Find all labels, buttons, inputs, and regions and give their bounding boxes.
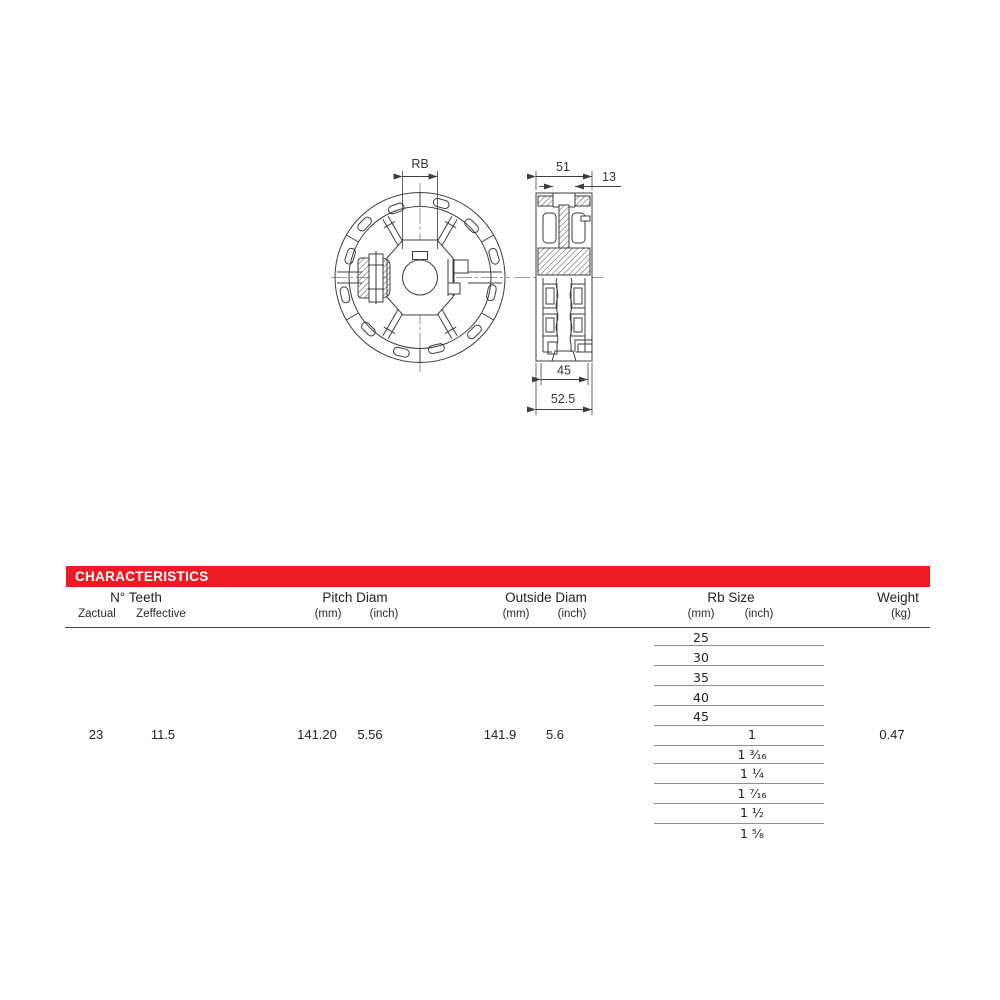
subheader-outside-mm: (mm) — [502, 608, 530, 620]
col-header-rb: Rb Size — [707, 590, 755, 605]
rb-mm-value: 35 — [693, 670, 709, 685]
bore-circle — [403, 260, 438, 295]
subheader-rb-inch: (inch) — [744, 608, 774, 620]
value-outside-inch: 5.6 — [545, 727, 565, 742]
rb-row-divider — [654, 685, 824, 686]
rb-inch-value: 1 ½ — [739, 805, 765, 820]
rb-row-divider — [654, 783, 824, 784]
value-z-effective: 11.5 — [150, 727, 176, 742]
rb-mm-value: 30 — [693, 650, 709, 665]
keyway — [413, 252, 428, 260]
col-header-teeth: N° Teeth — [110, 590, 162, 605]
rb-row-divider — [654, 745, 824, 746]
characteristics-header-bar — [66, 566, 930, 587]
rb-inch-value: 1 ⁵⁄₈ — [739, 826, 765, 841]
rb-mm-value: 45 — [693, 709, 709, 724]
dim-label-13: 13 — [602, 170, 616, 184]
rb-mm-value: 25 — [693, 630, 709, 645]
rb-inch-value: 1 ¼ — [739, 766, 765, 781]
dim-label-51: 51 — [556, 160, 570, 174]
dim-label-rb: RB — [411, 157, 429, 171]
col-header-weight: Weight — [877, 590, 919, 605]
subheader-rb-mm: (mm) — [687, 608, 715, 620]
subheader-outside-inch: (inch) — [557, 608, 587, 620]
side-view — [514, 171, 621, 415]
value-pitch-inch: 5.56 — [357, 727, 383, 742]
rb-inch-value: 1 ³⁄₁₆ — [737, 747, 767, 762]
rb-row-divider — [654, 705, 824, 706]
rb-inch-value: 1 — [748, 727, 756, 742]
dim-label-52-5: 52.5 — [550, 392, 576, 406]
value-z-actual: 23 — [88, 727, 104, 742]
value-weight-kg: 0.47 — [879, 727, 905, 742]
subheader-pitch-inch: (inch) — [369, 608, 399, 620]
col-header-pitch: Pitch Diam — [322, 590, 388, 605]
front-view — [331, 171, 509, 372]
subheader-zeffective: Zeffective — [136, 608, 186, 620]
rb-inch-value: 1 ⁷⁄₁₆ — [737, 786, 767, 801]
value-outside-mm: 141.9 — [483, 727, 517, 742]
header-divider-line — [65, 627, 930, 628]
value-pitch-mm: 141.20 — [297, 727, 337, 742]
subheader-pitch-mm: (mm) — [314, 608, 342, 620]
rb-row-divider — [654, 725, 824, 726]
rb-row-divider — [654, 803, 824, 804]
col-header-outside: Outside Diam — [505, 590, 587, 605]
rb-mm-value: 40 — [693, 690, 709, 705]
rb-row-divider — [654, 665, 824, 666]
rb-row-divider — [654, 823, 824, 824]
rb-row-divider — [654, 763, 824, 764]
subheader-weight-kg: (kg) — [891, 608, 911, 620]
subheader-zactual: Zactual — [78, 608, 116, 620]
dim-label-45: 45 — [557, 363, 571, 378]
rb-row-divider — [654, 645, 824, 646]
characteristics-title: CHARACTERISTICS — [75, 569, 209, 584]
